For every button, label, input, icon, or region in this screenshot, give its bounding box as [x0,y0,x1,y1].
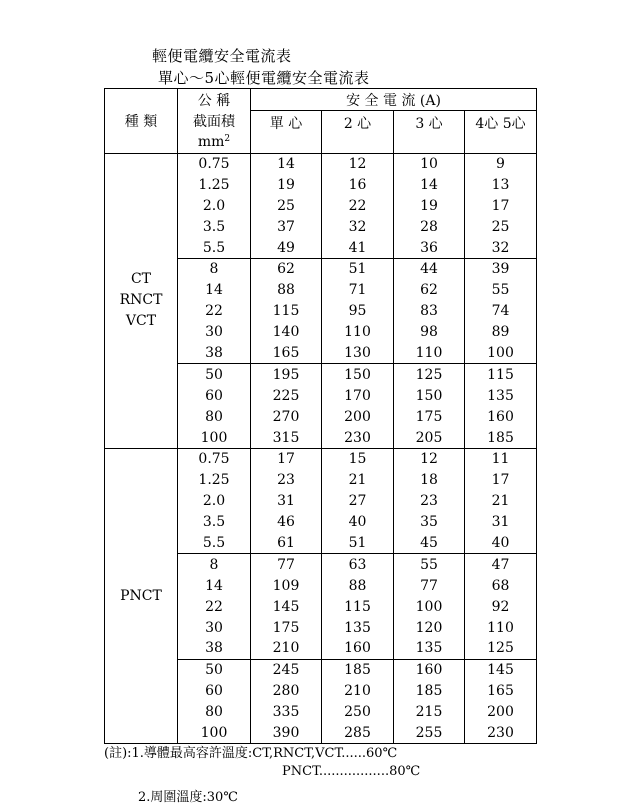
area-cell: 100 [178,723,251,744]
current-cell: 110 [465,617,537,638]
current-cell: 23 [251,470,322,491]
current-cell: 17 [251,448,322,469]
current-cell: 145 [465,659,537,680]
area-cell: 100 [178,427,251,448]
current-cell: 160 [394,659,465,680]
current-cell: 10 [394,153,465,174]
type-label: VCT [125,313,157,330]
current-cell: 140 [251,322,322,343]
current-cell: 95 [322,301,394,322]
current-cell: 270 [251,406,322,427]
current-cell: 17 [465,470,537,491]
current-cell: 63 [322,554,394,575]
current-cell: 250 [322,702,394,723]
current-cell: 55 [394,554,465,575]
current-cell: 125 [465,638,537,659]
col-header-4: 4心 5心 [465,111,537,154]
current-cell: 14 [394,174,465,195]
current-cell: 15 [322,448,394,469]
current-cell: 36 [394,237,465,258]
col-header-3: 3 心 [394,111,465,154]
current-cell: 27 [322,491,394,512]
area-cell: 22 [178,301,251,322]
area-cell: 30 [178,322,251,343]
unit-label: mm [197,134,225,150]
current-cell: 9 [465,153,537,174]
current-cell: 92 [465,596,537,617]
current-cell: 14 [251,153,322,174]
current-cell: 17 [465,195,537,216]
current-cell: 175 [251,617,322,638]
current-cell: 200 [322,406,394,427]
current-cell: 110 [322,322,394,343]
current-cell: 13 [465,174,537,195]
current-cell: 46 [251,512,322,533]
current-cell: 19 [251,174,322,195]
area-cell: 2.0 [178,195,251,216]
current-cell: 200 [465,702,537,723]
area-cell: 3.5 [178,512,251,533]
current-cell: 37 [251,216,322,237]
note-line-1: (註):1.導體最高容許溫度:CT,RNCT,VCT......60℃ [104,746,398,761]
current-cell: 77 [394,575,465,596]
current-cell: 39 [465,258,537,279]
current-cell: 41 [322,237,394,258]
current-cell: 88 [251,280,322,301]
current-cell: 210 [322,681,394,702]
current-cell: 25 [251,195,322,216]
current-cell: 32 [322,216,394,237]
unit-superscript: 2 [224,134,231,144]
area-cell: 22 [178,596,251,617]
area-cell: 2.0 [178,491,251,512]
area-cell: 80 [178,406,251,427]
current-cell: 62 [394,280,465,301]
current-cell: 205 [394,427,465,448]
table-row [105,153,537,174]
current-cell: 18 [394,470,465,491]
area-cell: 5.5 [178,237,251,258]
current-cell: 255 [394,723,465,744]
current-cell: 32 [465,237,537,258]
area-cell: 14 [178,575,251,596]
current-cell: 280 [251,681,322,702]
current-cell: 170 [322,385,394,406]
current-cell: 185 [465,427,537,448]
area-cell: 50 [178,659,251,680]
area-cell: 38 [178,343,251,364]
current-cell: 160 [465,406,537,427]
area-cell: 0.75 [178,448,251,469]
area-cell: 80 [178,702,251,723]
page-subtitle: 單心～5心輕便電纜安全電流表 [158,69,370,87]
current-cell: 98 [394,322,465,343]
note-line-3: 2.周圍溫度:30℃ [138,790,238,805]
current-cell: 185 [394,681,465,702]
current-cell: 150 [322,364,394,385]
current-cell: 55 [465,280,537,301]
current-cell: 195 [251,364,322,385]
current-cell: 100 [394,596,465,617]
current-cell: 245 [251,659,322,680]
current-cell: 230 [322,427,394,448]
type-label: CT [130,271,152,288]
current-cell: 390 [251,723,322,744]
area-cell: 1.25 [178,174,251,195]
area-cell: 50 [178,364,251,385]
current-header: 安 全 電 流 (A) [251,89,537,111]
current-cell: 88 [322,575,394,596]
current-cell: 77 [251,554,322,575]
area-cell: 60 [178,681,251,702]
area-cell: 5.5 [178,533,251,554]
current-cell: 12 [322,153,394,174]
current-cell: 135 [322,617,394,638]
current-cell: 68 [465,575,537,596]
current-cell: 175 [394,406,465,427]
area-cell: 60 [178,385,251,406]
current-cell: 125 [394,364,465,385]
current-cell: 215 [394,702,465,723]
col-header-2: 2 心 [322,111,394,154]
current-cell: 45 [394,533,465,554]
current-cell: 28 [394,216,465,237]
current-cell: 335 [251,702,322,723]
current-table [104,88,537,744]
current-cell: 145 [251,596,322,617]
current-cell: 19 [394,195,465,216]
area-cell: 38 [178,638,251,659]
current-cell: 51 [322,258,394,279]
current-cell: 225 [251,385,322,406]
current-cell: 185 [322,659,394,680]
current-cell: 120 [394,617,465,638]
current-cell: 71 [322,280,394,301]
area-cell: 14 [178,280,251,301]
current-cell: 25 [465,216,537,237]
current-cell: 51 [322,533,394,554]
current-cell: 135 [465,385,537,406]
current-cell: 31 [465,512,537,533]
current-cell: 150 [394,385,465,406]
current-cell: 135 [394,638,465,659]
type-cell [105,448,178,743]
current-cell: 285 [322,723,394,744]
current-cell: 16 [322,174,394,195]
type-header: 種 類 [105,89,178,154]
current-cell: 130 [322,343,394,364]
current-cell: 11 [465,448,537,469]
current-cell: 115 [251,301,322,322]
current-cell: 110 [394,343,465,364]
current-cell: 83 [394,301,465,322]
current-cell: 21 [322,470,394,491]
col-header-1: 單 心 [251,111,322,154]
type-cell [105,153,178,448]
current-cell: 160 [322,638,394,659]
current-cell: 40 [465,533,537,554]
current-cell: 109 [251,575,322,596]
area-header: 截面積 [178,111,251,132]
current-cell: 35 [394,512,465,533]
current-cell: 115 [322,596,394,617]
current-cell: 12 [394,448,465,469]
current-cell: 315 [251,427,322,448]
type-label: PNCT [120,587,162,604]
current-cell: 100 [465,343,537,364]
type-label: RNCT [119,292,163,309]
current-cell: 74 [465,301,537,322]
current-cell: 165 [465,681,537,702]
current-cell: 40 [322,512,394,533]
current-cell: 89 [465,322,537,343]
note-line-2: PNCT.................80℃ [282,764,421,779]
current-cell: 230 [465,723,537,744]
unit-header [178,132,251,154]
current-cell: 210 [251,638,322,659]
nominal-header: 公 稱 [178,89,251,111]
table-row [105,448,537,469]
area-cell: 1.25 [178,470,251,491]
area-cell: 8 [178,554,251,575]
page-title: 輕便電纜安全電流表 [152,47,292,65]
current-cell: 21 [465,491,537,512]
current-cell: 49 [251,237,322,258]
current-cell: 115 [465,364,537,385]
current-cell: 165 [251,343,322,364]
current-cell: 31 [251,491,322,512]
current-cell: 47 [465,554,537,575]
area-cell: 30 [178,617,251,638]
current-cell: 22 [322,195,394,216]
area-cell: 0.75 [178,153,251,174]
current-cell: 62 [251,258,322,279]
current-cell: 61 [251,533,322,554]
current-cell: 44 [394,258,465,279]
area-cell: 8 [178,258,251,279]
current-cell: 23 [394,491,465,512]
area-cell: 3.5 [178,216,251,237]
